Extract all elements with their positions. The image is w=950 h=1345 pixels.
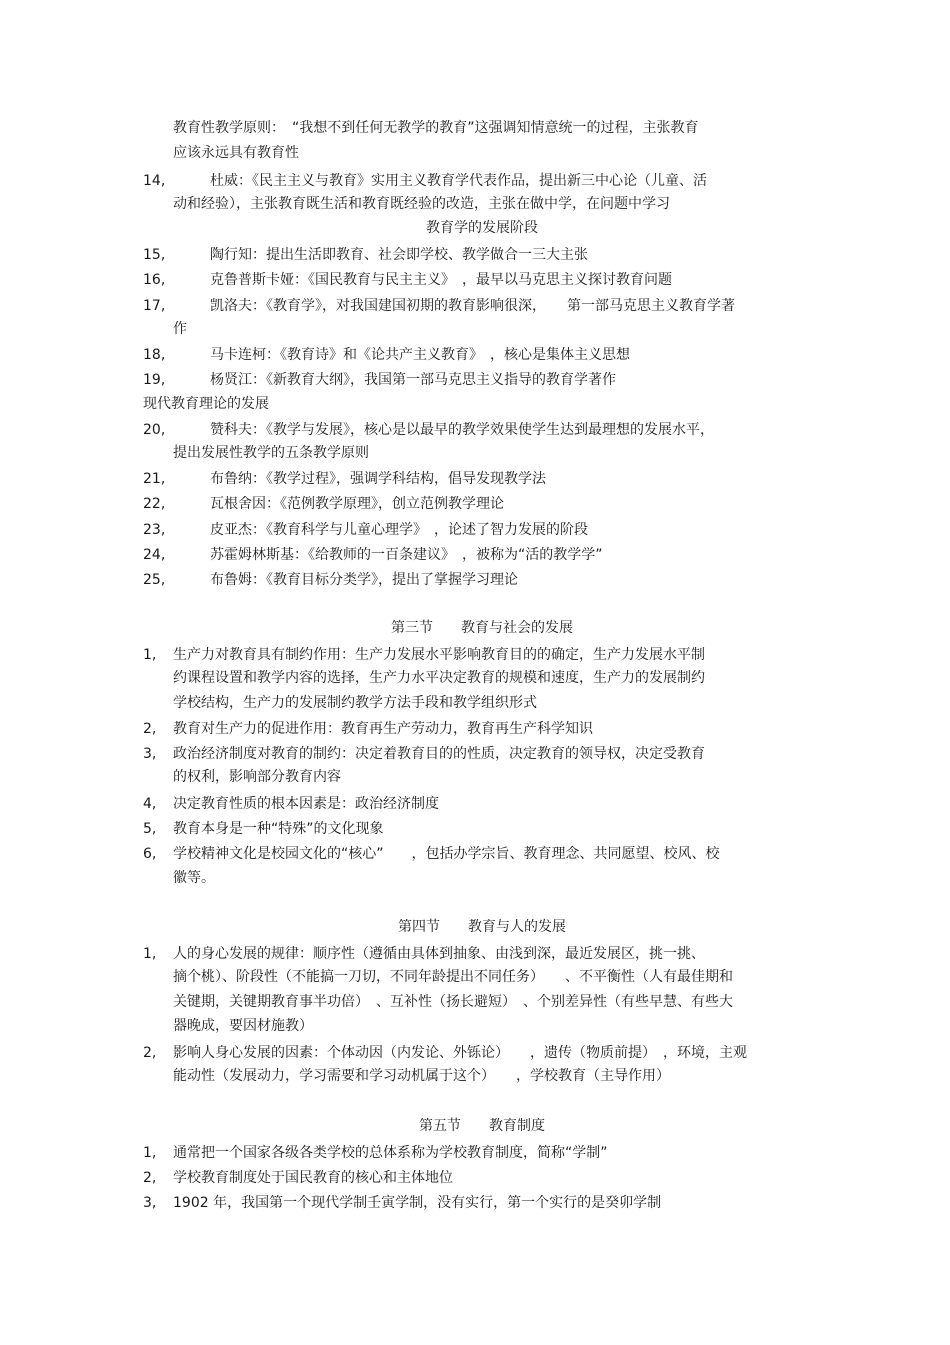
item-text-continued: 器晚成，要因材施教） <box>173 1018 313 1034</box>
item-text: 马卡连柯：《教育诗》和《论共产主义教育》 ，核心是集体主义思想 <box>210 347 630 363</box>
item-text: 决定教育性质的根本因素是：政治经济制度 <box>173 796 439 812</box>
item-text-continued: 关键期，关键期教育事半功倍） 、互补性（扬长避短） 、个别差异性（有些早慧、有些大 <box>173 994 733 1010</box>
item-number: 19, <box>143 372 166 388</box>
item-number: 24, <box>143 547 166 563</box>
item-text: 1902 年，我国第一个现代学制壬寅学制，没有实行，第一个实行的是癸卯学制 <box>173 1195 662 1211</box>
item-text: 教育对生产力的促进作用：教育再生产劳动力，教育再生产科学知识 <box>173 721 593 737</box>
section-heading: 第四节 教育与人的发展 <box>398 919 566 935</box>
item-number: 1, <box>143 647 157 663</box>
modern-theory-heading: 现代教育理论的发展 <box>143 396 269 412</box>
section-heading: 第五节 教育制度 <box>419 1118 545 1134</box>
item-text-continued: 动和经验），主张教育既生活和教育既经验的改造，主张在做中学，在问题中学习 <box>173 196 670 212</box>
item-number: 1, <box>143 1145 157 1161</box>
item-number: 22, <box>143 496 166 512</box>
item-number: 5, <box>143 821 157 837</box>
item-text-continued: 摘个桃）、阶段性（不能搞一刀切，不同年龄提出不同任务） 、不平衡性（人有最佳期和 <box>173 969 733 985</box>
item-text: 学校教育制度处于国民教育的核心和主体地位 <box>173 1170 453 1186</box>
item-text: 通常把一个国家各级各类学校的总体系称为学校教育制度，简称“学制” <box>173 1145 608 1161</box>
item-text: 瓦根舍因：《范例教学原理》，创立范例教学理论 <box>210 496 504 512</box>
item-text: 皮亚杰：《教育科学与儿童心理学》 ，论述了智力发展的阶段 <box>210 522 588 538</box>
section-heading: 第三节 教育与社会的发展 <box>391 620 573 636</box>
item-number: 25, <box>143 572 166 588</box>
subheading: 教育学的发展阶段 <box>426 220 538 236</box>
item-text: 布鲁姆：《教育目标分类学》，提出了掌握学习理论 <box>210 572 518 588</box>
item-number: 6, <box>143 846 157 862</box>
item-number: 14, <box>143 173 166 189</box>
item-text: 生产力对教育具有制约作用：生产力发展水平影响教育目的的确定，生产力发展水平制 <box>173 647 705 663</box>
item-text: 克鲁普斯卡娅：《国民教育与民主主义》 ，最早以马克思主义探讨教育问题 <box>210 272 672 288</box>
item-number: 2, <box>143 1045 157 1061</box>
item-text: 学校精神文化是校园文化的“核心” ，包括办学宗旨、教育理念、共同愿望、校风、校 <box>173 846 720 862</box>
item-text-continued: 徽等。 <box>173 870 215 886</box>
item-number: 21, <box>143 471 166 487</box>
item-number: 15, <box>143 247 166 263</box>
item-text: 政治经济制度对教育的制约：决定着教育目的的性质，决定教育的领导权，决定受教育 <box>173 746 705 762</box>
item-number: 3, <box>143 746 157 762</box>
item-number: 16, <box>143 272 166 288</box>
item-number: 3, <box>143 1195 157 1211</box>
item-number: 17, <box>143 298 166 314</box>
item-number: 2, <box>143 721 157 737</box>
item-number: 1, <box>143 946 157 962</box>
item-number: 4, <box>143 796 157 812</box>
item-text-continued: 的权利，影响部分教育内容 <box>173 769 341 785</box>
intro-line-2: 应该永远具有教育性 <box>173 145 299 161</box>
item-text: 人的身心发展的规律：顺序性（遵循由具体到抽象、由浅到深，最近发展区，挑一挑、 <box>173 946 705 962</box>
item-number: 2, <box>143 1170 157 1186</box>
item-text: 陶行知：提出生活即教育、社会即学校、教学做合一三大主张 <box>210 247 588 263</box>
item-text: 杜威：《民主主义与教育》实用主义教育学代表作品，提出新三中心论（儿童、活 <box>210 173 707 189</box>
item-text: 赞科夫：《教学与发展》，核心是以最早的教学效果使学生达到最理想的发展水平， <box>210 422 714 438</box>
item-text: 凯洛夫：《教育学》，对我国建国初期的教育影响很深， 第一部马克思主义教育学著 <box>210 298 735 314</box>
item-text: 苏霍姆林斯基：《给教师的一百条建议》 ，被称为“活的教学学” <box>210 547 603 563</box>
intro-line-1: 教育性教学原则： “我想不到任何无教学的教育”这强调知情意统一的过程，主张教育 <box>173 120 699 136</box>
item-text: 教育本身是一种“特殊”的文化现象 <box>173 821 384 837</box>
item-text-continued: 提出发展性教学的五条教学原则 <box>173 445 369 461</box>
item-text: 影响人身心发展的因素：个体动因（内发论、外铄论） ，遗传（物质前提） ，环境，主观 <box>173 1045 747 1061</box>
item-text: 杨贤江：《新教育大纲》，我国第一部马克思主义指导的教育学著作 <box>210 372 616 388</box>
item-number: 20, <box>143 422 166 438</box>
item-text-continued: 能动性（发展动力，学习需要和学习动机属于这个） ，学校教育（主导作用） <box>173 1068 670 1084</box>
item-number: 18, <box>143 347 166 363</box>
item-text: 布鲁纳：《教学过程》，强调学科结构，倡导发现教学法 <box>210 471 546 487</box>
item-text-continued: 约课程设置和教学内容的选择，生产力水平决定教育的规模和速度，生产力的发展制约 <box>173 670 705 686</box>
item-text-continued: 作 <box>173 321 187 337</box>
item-text-continued: 学校结构，生产力的发展制约教学方法手段和教学组织形式 <box>173 695 537 711</box>
item-number: 23, <box>143 522 166 538</box>
